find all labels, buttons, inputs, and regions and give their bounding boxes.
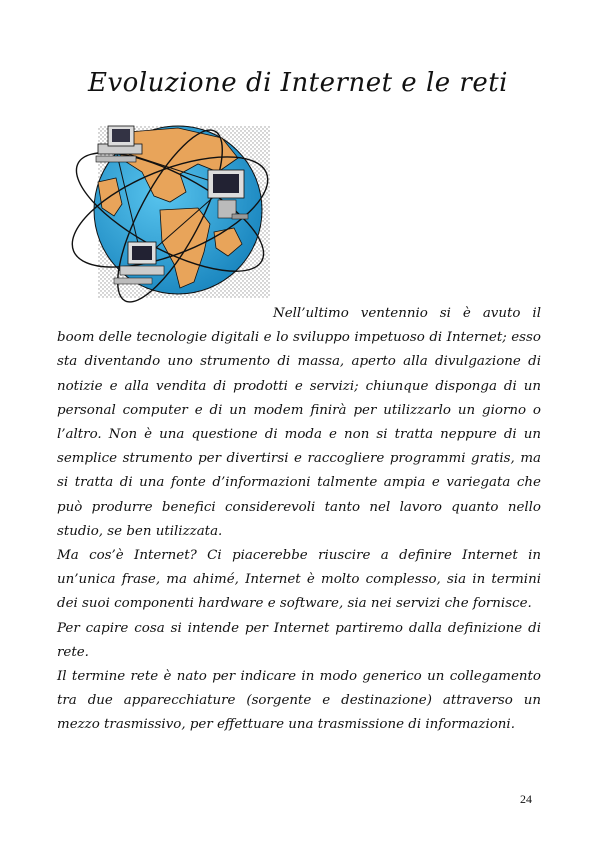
page-title: Evoluzione di Internet e le reti bbox=[88, 68, 508, 98]
body-text bbox=[57, 302, 541, 738]
page-number: 24 bbox=[520, 792, 532, 806]
paragraph: Il termine rete è nato per indicare in modo generico un collegamento tra due apparecchiature (sorgente e destinazione) attraverso un mezzo trasmissivo, per effettuare una trasmissione di informazioni. bbox=[57, 669, 541, 733]
globe-network-icon bbox=[58, 112, 272, 318]
paragraph: Ma cos’è Internet? Ci piacerebbe riuscire a definire Internet in un’unica frase, ma ahimé, Internet è molto complesso, sia in termini dei suoi componenti hardware e software, sia nei servizi che fornisce. bbox=[57, 548, 541, 612]
paragraph: Per capire cosa si intende per Internet partiremo dalla definizione di rete. bbox=[57, 620, 541, 660]
paragraph: Nell’ultimo ventennio si è avuto il boom delle tecnologie digitali e lo sviluppo impetuoso di Internet; esso sta diventando uno strumento di massa, aperto alla divulgazione di notizie e alla vendita di prodotti e servizi; chiunque disponga di un personal computer e di un modem finirà per utilizzarlo un giorno o l’altro. Non è una questione di moda e non si tratta neppure di un semplice strumento per divertirsi e raccogliere programmi gratis, ma si tratta di una fonte d’informazioni talmente ampia e variegata che può produrre benefici considerevoli tanto nel lavoro quanto nello studio, se ben utilizzata. bbox=[57, 306, 541, 539]
